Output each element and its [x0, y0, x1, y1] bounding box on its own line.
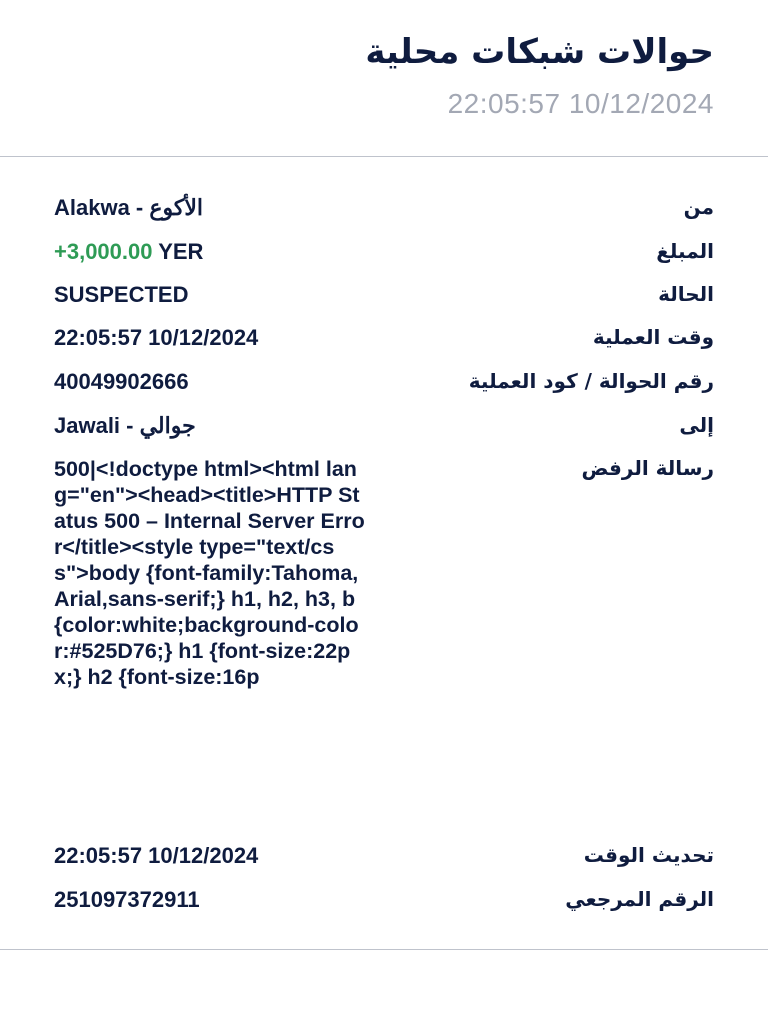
- transaction-details: [0, 157, 768, 950]
- page-title: حوالات شبكات محلية: [365, 32, 714, 72]
- update-time-label: تحديث الوقت: [583, 843, 714, 867]
- amount-number: +3,000.00: [54, 239, 153, 264]
- transaction-header: [0, 0, 768, 157]
- to-label: إلى: [679, 413, 714, 437]
- amount-value: [54, 239, 203, 265]
- amount-currency: YER: [158, 239, 204, 264]
- operation-time-value: 22:05:57 10/12/2024: [54, 325, 259, 350]
- reference-number-value: 251097372911: [54, 887, 200, 912]
- from-value: Alakwa - الأكوع: [54, 195, 203, 220]
- header-timestamp: 22:05:57 10/12/2024: [447, 88, 714, 119]
- reference-number-label: الرقم المرجعي: [565, 887, 714, 911]
- status-value: SUSPECTED: [54, 282, 189, 307]
- transfer-number-label: رقم الحوالة / كود العملية: [468, 369, 714, 393]
- rejection-message-label: رسالة الرفض: [581, 456, 714, 480]
- to-value: Jawali - جوالي: [54, 413, 196, 438]
- amount-label: المبلغ: [656, 239, 714, 263]
- transfer-number-value: 40049902666: [54, 369, 189, 394]
- update-time-value: 22:05:57 10/12/2024: [54, 843, 259, 868]
- status-label: الحالة: [658, 282, 714, 306]
- operation-time-label: وقت العملية: [592, 325, 714, 349]
- rejection-message-value: 500|<!doctype html><html lang="en"><head><title>HTTP Status 500 – Internal Server Error</title><style type="text/css">body {font-family:Tahoma,Arial,sans-serif;} h1, h2, h3, b {color:white;background-color:#525D76;} h1 {font-size:22px;} h2 {font-size:16p: [54, 457, 365, 689]
- from-label: من: [683, 195, 714, 219]
